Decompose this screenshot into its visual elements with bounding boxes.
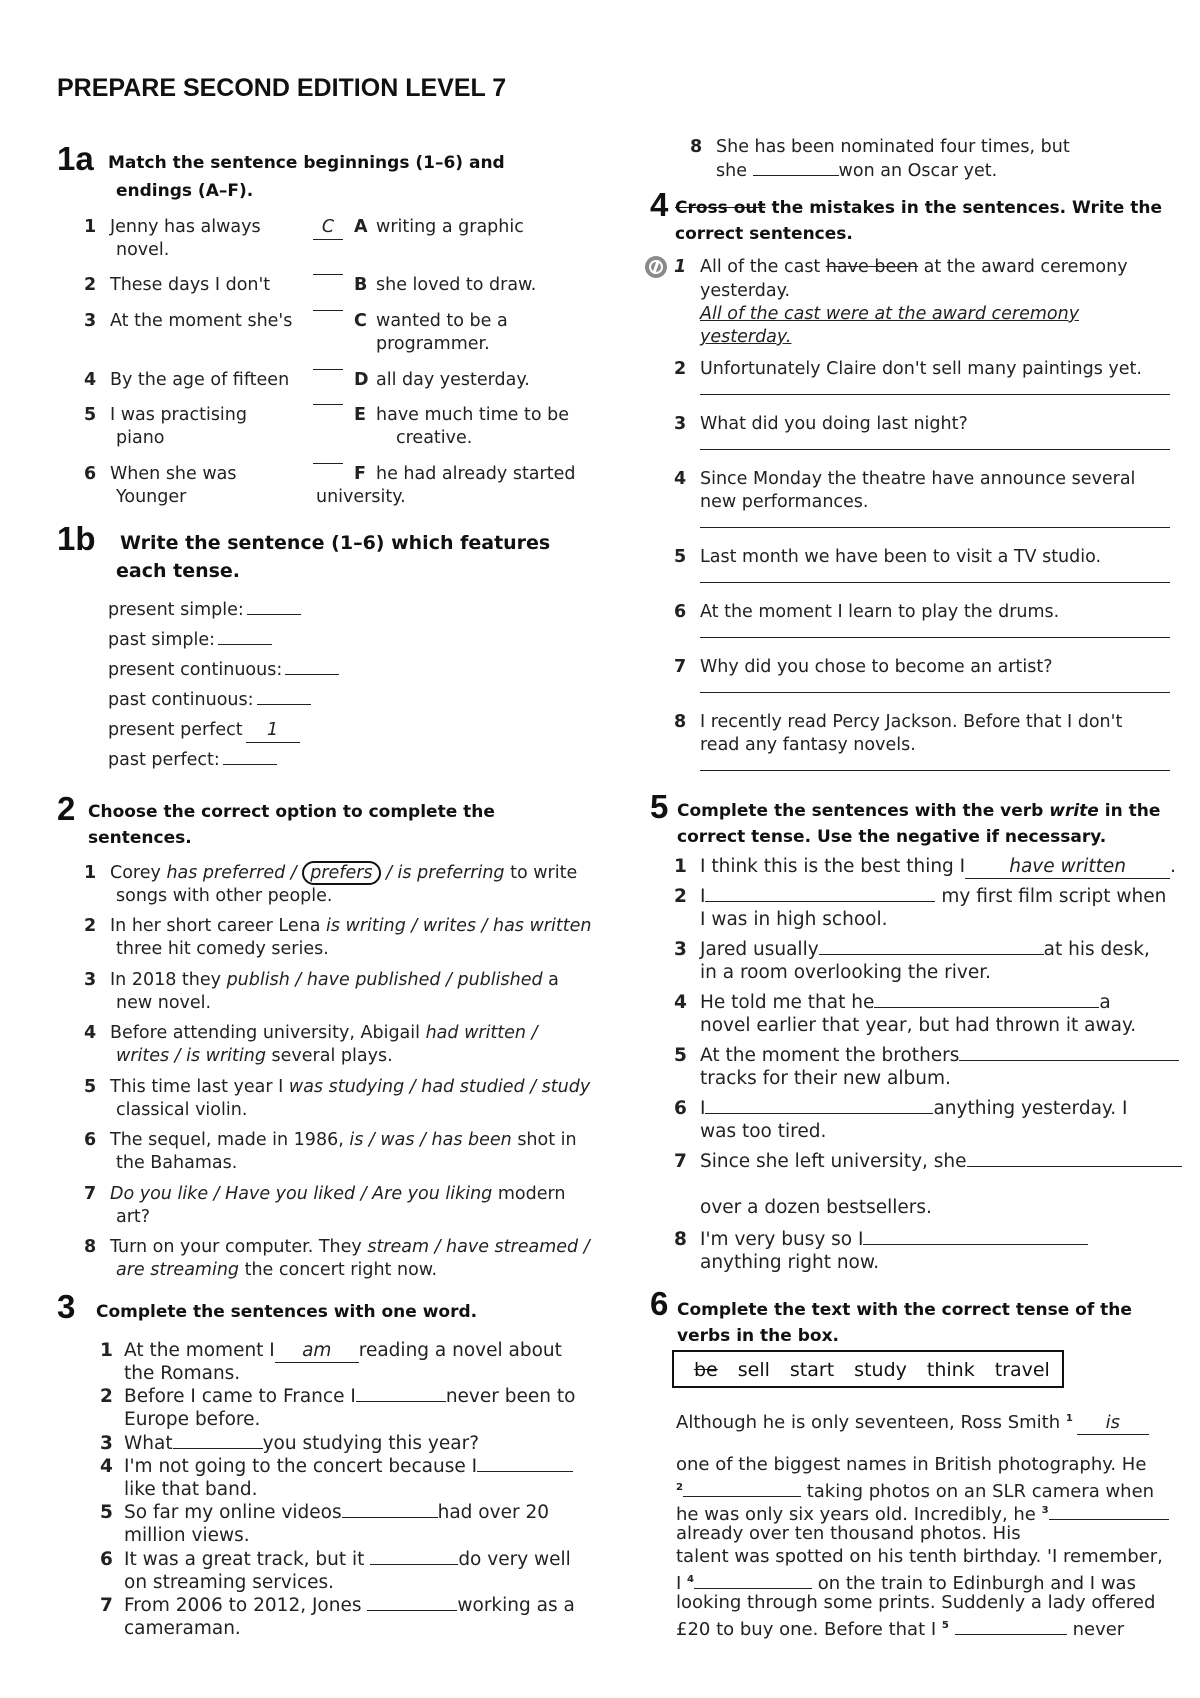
exercise-1b-number: 1b [57, 520, 96, 557]
option-choices[interactable]: publish / have published / published [226, 970, 543, 990]
word-box-item: travel [994, 1359, 1050, 1381]
item-number: 7 [674, 657, 687, 677]
exercise-2-instruction: Choose the correct option to complete the [88, 802, 495, 822]
answer-blank[interactable] [313, 463, 343, 464]
exercise-5-instruction: Complete the sentences with the verb write in the [677, 801, 1161, 821]
text-line-8: looking through some prints. Suddenly a lady offered [676, 1592, 1156, 1613]
word-box [672, 1350, 1064, 1388]
item-text: From 2006 to 2012, Jones [124, 1595, 368, 1616]
tense-answer-blank[interactable] [218, 644, 272, 645]
option-choices-rest[interactable]: / is preferring [380, 863, 505, 883]
tense-label: past simple: [108, 630, 216, 650]
exercise-1a-instruction-line2: endings (A–F). [116, 181, 254, 201]
exercise-4-item-line2: read any fantasy novels. [700, 735, 916, 755]
exercise-2-item-line2 [116, 1099, 247, 1122]
item-number: 5 [674, 547, 687, 567]
item-text-line2: songs with other people. [116, 886, 333, 906]
item-text: Why did you chose to become an artist? [700, 657, 1053, 677]
exercise-5-item-line2: in a room overlooking the river. [700, 962, 992, 983]
item-number: 2 [84, 916, 97, 936]
item-number: 1 [84, 863, 97, 883]
item-text: Unfortunately Claire don't sell many paintings yet. [700, 359, 1142, 379]
exercise-5-item-line2: over a dozen bestsellers. [700, 1197, 932, 1218]
tense-line [108, 659, 339, 682]
item-text: Jared usually [700, 939, 819, 960]
sentence-ending: writing a graphic [376, 217, 524, 237]
word-box-item: start [789, 1359, 835, 1381]
exercise-5-item-line2: novel earlier that year, but had thrown it away. [700, 1015, 1137, 1036]
exercise-6-instruction: Complete the text with the correct tense of the [677, 1300, 1132, 1320]
item-number: 5 [84, 405, 97, 425]
answer-blank[interactable] [819, 954, 1044, 955]
exercise-3-item-line2: million views. [124, 1525, 250, 1546]
item-number: 4 [674, 469, 687, 489]
exercise-1a-item [84, 310, 292, 333]
exercise-2-item [84, 1236, 590, 1259]
item-number: 8 [674, 1229, 687, 1250]
sentence-ending: she loved to draw. [376, 275, 537, 295]
option-choices[interactable]: had written / [425, 1023, 538, 1043]
exercise-2-item-line2 [116, 938, 329, 961]
option-choices[interactable]: stream / have streamed / [367, 1237, 590, 1257]
option-choices-line2[interactable]: are streaming [116, 1260, 240, 1280]
option-choices[interactable]: was studying / had studied / study [288, 1077, 591, 1097]
exercise-1b-instruction-line2: each tense. [116, 560, 241, 582]
option-choices[interactable]: is / was / has been [349, 1130, 512, 1150]
exercise-1a-item [84, 463, 237, 486]
answer-line[interactable] [700, 394, 1170, 395]
word-box-item: think [926, 1359, 975, 1381]
word-box-item: study [854, 1359, 907, 1381]
tense-line [108, 749, 277, 772]
exercise-3-item [100, 1339, 562, 1363]
exercise-4-item [674, 711, 1122, 734]
answer-blank[interactable] [313, 274, 343, 275]
exercise-1a-number: 1a [57, 140, 94, 177]
sentence-ending: he had already started [376, 464, 576, 484]
item-text: At the moment I [124, 1340, 275, 1361]
item-text: Since she left university, she [700, 1151, 967, 1172]
item-text-line2: classical violin. [116, 1100, 248, 1120]
word-box-item: sell [737, 1359, 770, 1381]
ending-letter: C [354, 311, 367, 331]
word-box-item: be [694, 1359, 718, 1381]
item-number: 7 [84, 1184, 97, 1204]
option-choices[interactable]: has preferred / [166, 863, 303, 883]
sentence-beginning: By the age of fifteen [110, 370, 290, 390]
answer-line[interactable] [700, 770, 1170, 771]
item-number: 5 [84, 1077, 97, 1097]
exercise-5-instruction-line2: correct tense. Use the negative if necessary. [677, 827, 1107, 847]
answer-blank[interactable] [959, 1060, 1179, 1061]
ending-letter: A [354, 217, 368, 237]
item-text-end: . [1170, 856, 1177, 877]
sentence-beginning-line2: novel. [116, 240, 170, 260]
exercise-1b-instruction: Write the sentence (1–6) which features [120, 532, 551, 554]
item-number: 6 [100, 1549, 113, 1570]
exercise-3-item-line2: on streaming services. [124, 1572, 335, 1593]
item-number: 2 [674, 886, 687, 907]
exercise-5-item [674, 1228, 1088, 1251]
exercise-2-item-line2 [116, 1259, 437, 1282]
item-text-line2: three hit comedy series. [116, 939, 329, 959]
item-number: 3 [84, 970, 97, 990]
exercise-5-item-line2: anything right now. [700, 1252, 880, 1273]
item-number: 1 [100, 1340, 113, 1361]
exercise-4-instruction: Cross out the mistakes in the sentences. Write the [675, 198, 1163, 218]
exercise-1a-item [84, 404, 247, 427]
exercise-2-instruction-line2: sentences. [88, 828, 192, 848]
exercise-5-item [674, 1150, 1182, 1173]
item-number: 7 [100, 1595, 113, 1616]
exercise-5-item-line2: was too tired. [700, 1121, 827, 1142]
item-number: 2 [100, 1386, 113, 1407]
item-number: 3 [100, 1433, 113, 1454]
sentence-ending: wanted to be a [376, 311, 508, 331]
text-line-5: already over ten thousand photos. His [676, 1523, 1021, 1544]
answer-blank[interactable]: am [275, 1339, 359, 1363]
tense-answer-blank[interactable] [285, 674, 339, 675]
tense-answer-blank[interactable]: 1 [246, 719, 300, 743]
item-text: At the moment I learn to play the drums. [700, 602, 1060, 622]
item-number: 4 [100, 1456, 113, 1477]
answer-blank[interactable] [967, 1166, 1182, 1167]
exercise-3-number: 3 [57, 1288, 76, 1325]
item-number: 3 [84, 311, 97, 331]
exercise-2-item [84, 1183, 565, 1206]
item-text: I recently read Percy Jackson. Before that I don't [700, 712, 1123, 732]
text-line-6: talent was spotted on his tenth birthday. 'I remember, [676, 1546, 1163, 1567]
item-text: It was a great track, but it [124, 1549, 371, 1570]
exercise-4-item [674, 656, 1053, 679]
item-text: What did you doing last night? [700, 414, 968, 434]
item-text-end: a [1099, 992, 1111, 1013]
item-text: This time last year I [110, 1077, 289, 1097]
exercise-3-item-line2: cameraman. [124, 1618, 241, 1639]
item-text-end: had over 20 [437, 1502, 549, 1523]
exercise-2-item-line2 [116, 1152, 237, 1175]
exercise-4-instruction-line2: correct sentences. [675, 224, 853, 244]
exercise-6-instruction-line2: verbs in the box. [677, 1326, 839, 1346]
item-text: Last month we have been to visit a TV studio. [700, 547, 1102, 567]
tense-label: past perfect: [108, 750, 220, 770]
exercise-2-item [84, 1076, 590, 1099]
item-text-end: anything yesterday. I [933, 1098, 1128, 1119]
item-text: He told me that he [700, 992, 875, 1013]
item-text: At the moment the brothers [700, 1045, 960, 1066]
exercise-2-item [84, 969, 559, 992]
exercise-5-item [674, 855, 1176, 879]
item-text: So far my online videos [124, 1502, 342, 1523]
exercise-3-item [100, 1548, 571, 1571]
answer-blank[interactable] [313, 369, 343, 370]
exercise-3-instruction: Complete the sentences with one word. [96, 1302, 478, 1322]
item-number: 7 [674, 1151, 687, 1172]
answer-line[interactable] [700, 637, 1170, 638]
tense-line [108, 719, 300, 743]
exercise-5-item [674, 991, 1111, 1014]
item-number: 6 [674, 1098, 687, 1119]
option-choices[interactable]: is writing / writes / has written [326, 916, 592, 936]
item-text: Before I came to France I [124, 1386, 356, 1407]
selected-option[interactable]: prefers [302, 861, 380, 885]
item-number: 1 [84, 217, 97, 237]
text-line-3: $^2$ taking photos on an SLR camera when [676, 1481, 1155, 1502]
item-text-end: reading a novel about [358, 1340, 562, 1361]
exercise-2-item-line2 [116, 885, 332, 908]
exercise-4-item [674, 601, 1059, 624]
item-text-end: modern [492, 1184, 566, 1204]
item-text: In 2018 they [110, 970, 227, 990]
tense-label: present simple: [108, 600, 244, 620]
item-text-end: working as a [457, 1595, 575, 1616]
item-text-end: my first film script when [935, 886, 1167, 907]
item-text: Before attending university, Abigail [110, 1023, 426, 1043]
sentence-ending-line2: programmer. [376, 334, 490, 354]
item-text-end: a [542, 970, 559, 990]
tense-line [108, 599, 301, 622]
exercise-5-item [674, 1097, 1127, 1120]
exercise-5-item [674, 938, 1150, 961]
item-number: 1 [674, 856, 687, 877]
text-line-2: one of the biggest names in British photography. He [676, 1454, 1147, 1475]
item-text: What [124, 1433, 173, 1454]
tense-answer-blank[interactable] [247, 614, 301, 615]
tense-line [108, 689, 311, 712]
item-text: I [700, 1098, 706, 1119]
item-text: Since Monday the theatre have announce several [700, 469, 1136, 489]
item-text: I think this is the best thing I [700, 856, 966, 877]
ending-letter: E [354, 405, 366, 425]
exercise-2-item [84, 915, 591, 938]
exercise-3-item-line2: the Romans. [124, 1363, 241, 1384]
answer-blank[interactable] [367, 1610, 457, 1611]
sentence-beginning: When she was [110, 464, 237, 484]
exercise-4-item [674, 546, 1101, 569]
answer-line[interactable] [700, 582, 1170, 583]
answer-blank[interactable] [173, 1448, 263, 1449]
answer-blank[interactable] [874, 1007, 1099, 1008]
answer-blank[interactable]: C [313, 216, 343, 240]
answer-line[interactable] [700, 692, 1170, 693]
item-text-line2: the Bahamas. [116, 1153, 238, 1173]
item-number: 4 [84, 370, 97, 390]
exercise-1a-item [84, 369, 289, 392]
tense-label: present perfect [108, 720, 243, 740]
exercise-5-item [674, 1044, 1179, 1067]
item-number: 5 [100, 1502, 113, 1523]
option-choices-line2[interactable]: writes / is writing [116, 1046, 266, 1066]
exercise-2-item [84, 1129, 577, 1152]
tense-answer-blank[interactable] [257, 704, 311, 705]
exercise-3-item [100, 1385, 575, 1408]
item-number: 5 [674, 1045, 687, 1066]
exercise-3-item-line2: like that band. [124, 1479, 258, 1500]
sentence-ending: have much time to be [376, 405, 570, 425]
item-text-end: shot in [511, 1130, 577, 1150]
sentence-beginning-line2: Younger [116, 487, 187, 507]
exercise-5-number: 5 [650, 788, 669, 825]
sentence-ending-line2: creative. [396, 428, 473, 448]
exercise-6-number: 6 [650, 1285, 669, 1322]
exercise-2-item-line2 [116, 1045, 393, 1068]
exercise-3-item-8: 8 She has been nominated four times, but [690, 137, 1070, 157]
answer-blank[interactable] [705, 901, 935, 902]
sentence-ending-line2: university. [316, 487, 406, 507]
exercise-1a-item [84, 274, 270, 297]
exercise-4-item [674, 358, 1142, 381]
item-number: 2 [84, 275, 97, 295]
text-line-9: £20 to buy one. Before that I $^5$ never [676, 1619, 1125, 1640]
answer-blank[interactable] [342, 1517, 438, 1518]
exercise-5-item-line2: I was in high school. [700, 909, 888, 930]
item-text-end: never been to [445, 1386, 576, 1407]
item-text-line2: the concert right now. [239, 1260, 438, 1280]
item-number: 8 [84, 1237, 97, 1257]
text-line-4: he was only six years old. Incredibly, he $^3$ [676, 1499, 1169, 1526]
item-number: 4 [84, 1023, 97, 1043]
item-number: 3 [674, 414, 687, 434]
item-text-line2: new novel. [116, 993, 212, 1013]
exercise-3-item [100, 1455, 573, 1478]
answer-blank[interactable]: have written [965, 855, 1170, 879]
exercise-2-item [84, 862, 577, 885]
ending-letter: B [354, 275, 368, 295]
exercise-3-item [100, 1432, 479, 1455]
exercise-3-item-8-line2: she won an Oscar yet. [716, 161, 998, 181]
exercise-2-item [84, 1022, 537, 1045]
item-number: 8 [674, 712, 687, 732]
answer-blank[interactable] [313, 310, 343, 311]
tense-label: past continuous: [108, 690, 254, 710]
exercise-2-number: 2 [57, 790, 76, 827]
ending-letter: F [354, 464, 366, 484]
item-number: 3 [674, 939, 687, 960]
sentence-beginning: Jenny has always [110, 217, 261, 237]
exercise-4-example-answer: All of the cast were at the award ceremony [700, 304, 1080, 324]
item-text-end: to write [504, 863, 578, 883]
answer-line[interactable] [700, 527, 1170, 528]
item-number: 6 [84, 464, 97, 484]
ending-letter: D [354, 370, 369, 390]
tense-answer-blank[interactable] [223, 764, 277, 765]
sentence-beginning: At the moment she's [110, 311, 293, 331]
exercise-4-item-line2: new performances. [700, 492, 869, 512]
exercise-2-item-line2 [116, 1206, 150, 1229]
answer-blank[interactable] [705, 1113, 933, 1114]
item-text: I [700, 886, 706, 907]
item-text: I'm very busy so I [700, 1229, 864, 1250]
answer-blank[interactable] [370, 1564, 458, 1565]
tense-line [108, 629, 272, 652]
item-text-end: do very well [458, 1549, 571, 1570]
exercise-5-item [674, 885, 1166, 908]
item-text: Corey [110, 863, 167, 883]
exercise-3-item [100, 1594, 575, 1617]
tense-label: present continuous: [108, 660, 283, 680]
sentence-beginning: I was practising [110, 405, 247, 425]
answer-line[interactable] [700, 449, 1170, 450]
exercise-4-example-line2: yesterday. [700, 281, 791, 301]
exercise-1a-instruction: Match the sentence beginnings (1–6) and [108, 153, 505, 173]
item-text-line2: several plays. [265, 1046, 393, 1066]
answer-blank[interactable] [863, 1244, 1088, 1245]
exercise-4-number: 4 [650, 186, 669, 223]
example-icon [644, 255, 668, 279]
exercise-4-example: 1 All of the cast have been at the award ceremony [674, 257, 1128, 277]
item-text: In her short career Lena [110, 916, 326, 936]
exercise-2-item-line2 [116, 992, 211, 1015]
exercise-4-example-answer-line2: yesterday. [700, 327, 792, 347]
item-text-line2: art? [116, 1207, 151, 1227]
item-number: 6 [84, 1130, 97, 1150]
item-text: I'm not going to the concert because I [124, 1456, 478, 1477]
sentence-beginning: These days I don't [110, 275, 271, 295]
item-text: Turn on your computer. They [110, 1237, 368, 1257]
answer-blank[interactable] [356, 1401, 446, 1402]
exercise-4-item [674, 468, 1135, 491]
item-text: The sequel, made in 1986, [110, 1130, 350, 1150]
exercise-3-item [100, 1501, 549, 1524]
item-text-end: you studying this year? [262, 1433, 480, 1454]
text-line-7: I $^4$ on the train to Edinburgh and I was [676, 1573, 1136, 1594]
exercise-3-item-line2: Europe before. [124, 1409, 261, 1430]
text-line-1: Although he is only seventeen, Ross Smith $^1$ is [676, 1407, 1149, 1435]
option-choices[interactable]: Do you like / Have you liked / Are you liking [110, 1184, 493, 1204]
exercise-4-item [674, 413, 968, 436]
exercise-1a-item [84, 216, 261, 239]
item-number: 4 [674, 992, 687, 1013]
item-number: 6 [674, 602, 687, 622]
item-text-end: at his desk, [1043, 939, 1150, 960]
exercise-5-item-line2: tracks for their new album. [700, 1068, 951, 1089]
sentence-ending: all day yesterday. [376, 370, 530, 390]
answer-blank[interactable] [477, 1471, 573, 1472]
page-title: PREPARE SECOND EDITION LEVEL 7 [57, 74, 507, 102]
sentence-beginning-line2: piano [116, 428, 165, 448]
answer-blank[interactable] [313, 404, 343, 405]
item-number: 2 [674, 359, 687, 379]
